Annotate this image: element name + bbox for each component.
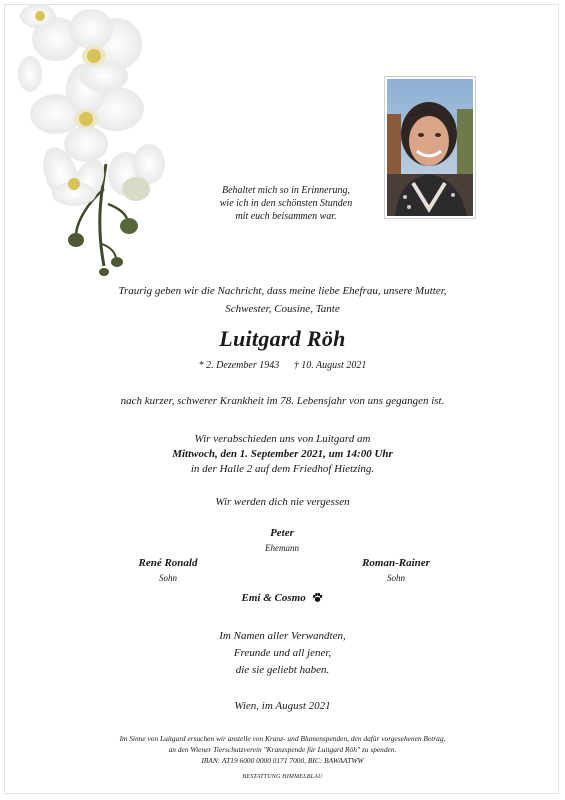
deceased-name: Luitgard Röh bbox=[219, 326, 346, 351]
paw-icon bbox=[312, 592, 323, 603]
donation-bank: IBAN: AT19 6000 0000 0171 7000, BIC: BAWAATWW bbox=[201, 756, 364, 765]
portrait-frame bbox=[384, 76, 476, 219]
pets-names: Emi & Cosmo bbox=[241, 592, 306, 604]
announcement bbox=[0, 282, 565, 318]
motto-line: Behaltet mich so in Erinnerung, bbox=[221, 185, 351, 196]
mourner-son1-role: Sohn bbox=[159, 573, 177, 583]
mourner-spouse-role: Ehemann bbox=[265, 543, 299, 553]
donation-line: Im Sinne von Luitgard ersuchen wir anstelle von Kranz- und Blumenspenden, den dafür vorgesehenen Betrag, bbox=[119, 734, 446, 743]
memorial-motto bbox=[196, 184, 376, 223]
place-date: Wien, im August 2021 bbox=[234, 700, 331, 712]
orchid-flower-icon bbox=[16, 4, 176, 279]
mourner-spouse-name: Peter bbox=[270, 527, 294, 539]
announcement-line: Traurig geben wir die Nachricht, dass meine liebe Ehefrau, unsere Mutter, bbox=[118, 285, 447, 297]
donation-notice bbox=[0, 733, 565, 766]
never-forget-text: Wir werden dich nie vergessen bbox=[215, 496, 350, 508]
birth-date: * 2. Dezember 1943 bbox=[198, 360, 280, 371]
funeral-datetime: Mittwoch, den 1. September 2021, um 14:00 Uhr bbox=[172, 448, 393, 460]
mourner-son2-role: Sohn bbox=[387, 573, 405, 583]
life-dates bbox=[0, 360, 565, 371]
family-line: Im Namen aller Verwandten, bbox=[219, 630, 346, 642]
mourner-pets bbox=[0, 592, 565, 604]
family-closing bbox=[0, 628, 565, 679]
portrait-photo bbox=[387, 79, 473, 216]
announcement-line: Schwester, Cousine, Tante bbox=[225, 303, 340, 315]
illness-text: nach kurzer, schwerer Krankheit im 78. Lebensjahr von uns gegangen ist. bbox=[120, 395, 445, 407]
death-date: † 10. August 2021 bbox=[293, 360, 367, 371]
funeral-line: Wir verabschieden uns von Luitgard am bbox=[194, 433, 371, 445]
funeral-details bbox=[0, 432, 565, 477]
mourner-son2-name: Roman-Rainer bbox=[362, 557, 430, 569]
family-line: die sie geliebt haben. bbox=[235, 664, 330, 676]
mourner-son1-name: René Ronald bbox=[138, 557, 198, 569]
funeral-location: in der Halle 2 auf dem Friedhof Hietzing. bbox=[190, 463, 375, 475]
motto-line: wie ich in den schönsten Stunden bbox=[219, 198, 353, 209]
family-line: Freunde und all jener, bbox=[233, 647, 332, 659]
motto-line: mit euch beisammen war. bbox=[235, 211, 337, 222]
donation-line: an den Wiener Tierschutzverein "Kranzspende für Luitgard Röh" zu spenden. bbox=[168, 745, 397, 754]
undertaker-name: BESTATTUNG HIMMELBLAU bbox=[242, 774, 323, 780]
